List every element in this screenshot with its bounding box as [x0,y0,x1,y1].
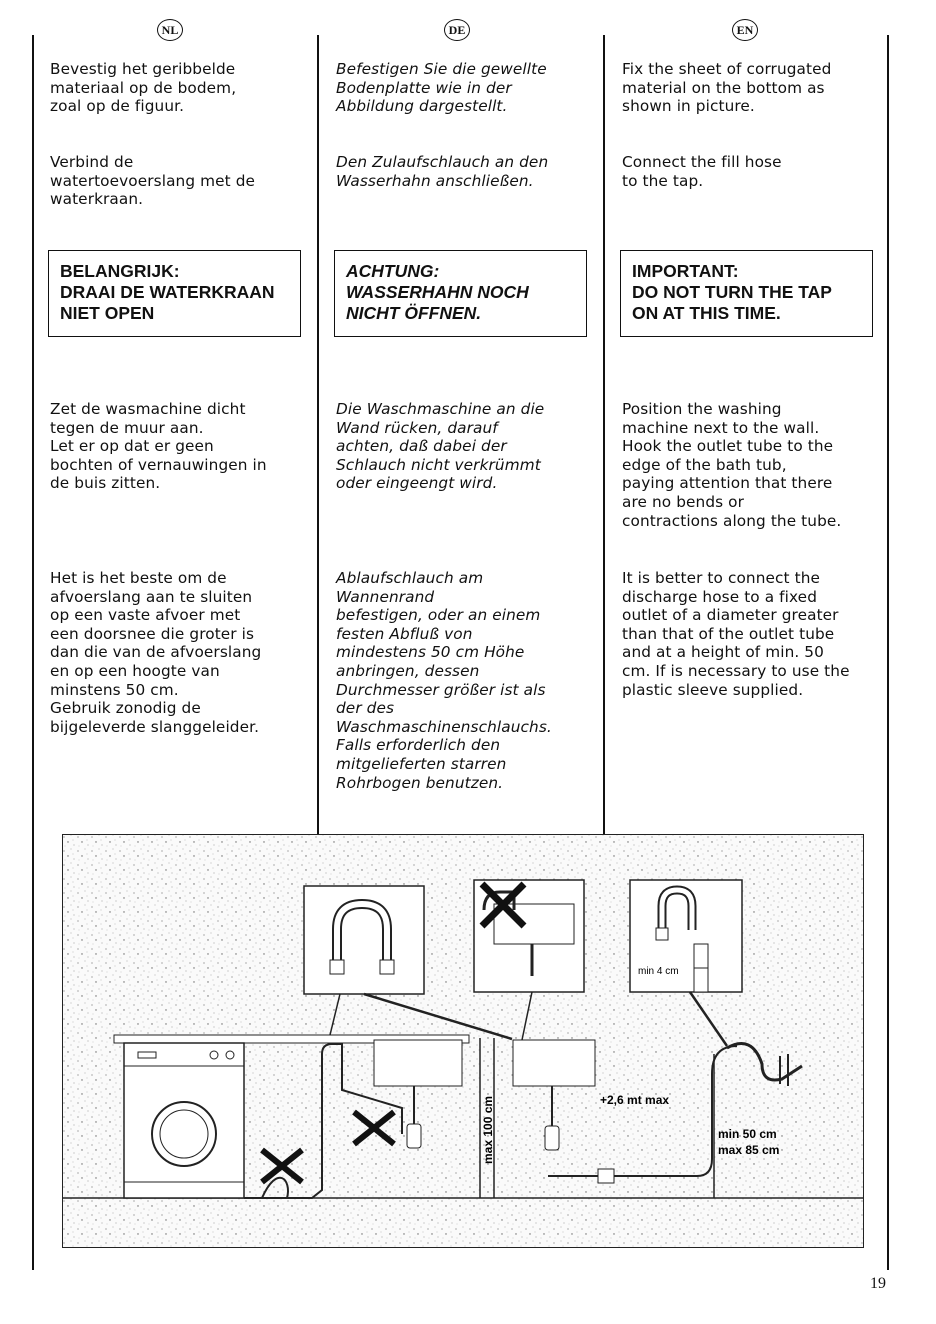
en-paragraph-2: Connect the fill hose to the tap. [622,153,782,190]
en-paragraph-3: Position the washing machine next to the wall. Hook the outlet tube to the edge of the bath tub, paying attention that there are no bends or contractions along the tube. [622,400,842,530]
language-badge-nl: NL [157,19,183,41]
en-paragraph-4: It is better to connect the discharge hose to a fixed outlet of a diameter greater than that of the outlet tube and at a height of min. 50 cm. If is necessary to use the plastic sleeve supplied. [622,569,850,699]
nl-warning-box: BELANGRIJK: DRAAI DE WATERKRAAN NIET OPEN [48,250,301,337]
nl-paragraph-3: Zet de wasmachine dicht tegen de muur aan. Let er op dat er geen bochten of vernauwingen in de buis zitten. [50,400,267,493]
nl-paragraph-1: Bevestig het geribbelde materiaal op de bodem, zoal op de figuur. [50,60,237,116]
column-divider-1 [317,35,319,835]
en-paragraph-1: Fix the sheet of corrugated material on the bottom as shown in picture. [622,60,832,116]
column-divider-right [887,35,889,1270]
en-warning-box: IMPORTANT: DO NOT TURN THE TAP ON AT THIS TIME. [620,250,873,337]
de-paragraph-4: Ablaufschlauch am Wannenrand befestigen, oder an einem festen Abfluß von mindestens 50 cm Höhe anbringen, dessen Durchmesser größer ist als der des Waschmaschinenschlauchs. Falls erforderlich den mitgelieferten starren Rohrbogen benutzen. [336,569,552,792]
de-paragraph-1: Befestigen Sie die gewellte Bodenplatte wie in der Abbildung dargestellt. [336,60,547,116]
de-paragraph-2: Den Zulaufschlauch an den Wasserhahn anschließen. [336,153,549,190]
washing-machine [124,1043,244,1198]
nl-paragraph-4: Het is het beste om de afvoerslang aan te sluiten op een vaste afvoer met een doorsnee die groter is dan die van de afvoerslang en op een hoogte van minstens 50 cm. Gebruik zonodig de bijgeleverde slanggeleider. [50,569,262,736]
language-badge-de: DE [444,19,470,41]
de-paragraph-3: Die Waschmaschine an die Wand rücken, darauf achten, daß dabei der Schlauch nicht verkrümmt oder eingeengt wird. [336,400,545,493]
drain-installation-illustration [62,834,864,1248]
column-divider-left [32,35,34,1270]
label-min-50cm: min 50 cm [718,1127,777,1141]
de-warning-box: ACHTUNG: WASSERHAHN NOCH NICHT ÖFFNEN. [334,250,587,337]
nl-paragraph-2: Verbind de watertoevoerslang met de waterkraan. [50,153,256,209]
label-2-6-mt-max: +2,6 mt max [600,1093,670,1107]
column-divider-2 [603,35,605,835]
label-max-100cm: max 100 cm [481,1095,495,1164]
label-min-4cm: min 4 cm [638,966,679,977]
label-max-85cm: max 85 cm [718,1143,780,1157]
language-badge-en: EN [732,19,758,41]
page-number: 19 [870,1275,886,1292]
